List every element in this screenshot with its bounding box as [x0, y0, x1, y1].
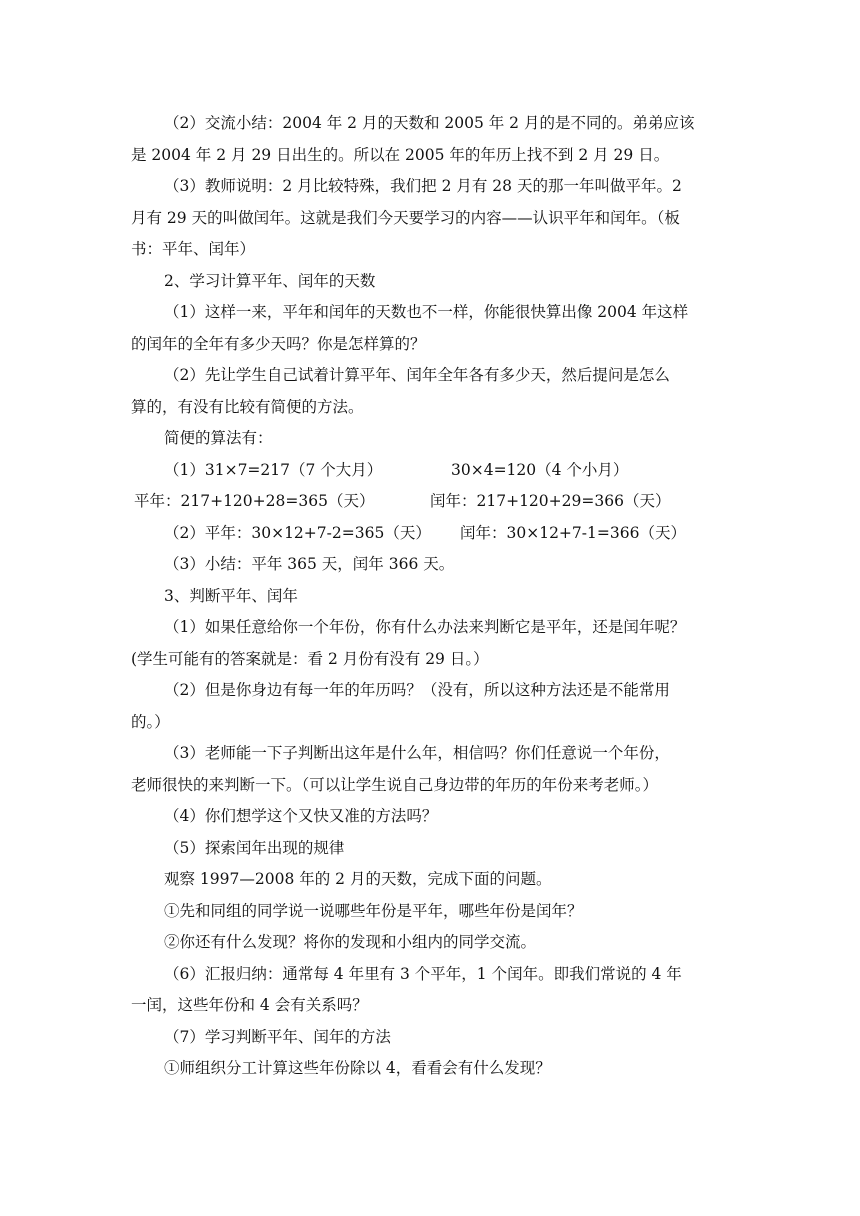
paragraph-line: （2）交流小结：2004 年 2 月的天数和 2005 年 2 月的是不同的。弟弟应该 — [164, 114, 695, 132]
paragraph-line: 老师很快的来判断一下。（可以让学生说自己身边带的年历的年份来考老师。） — [131, 775, 659, 794]
paragraph-line: 简便的算法有： — [164, 429, 273, 447]
paragraph-line: （6）汇报归纳：通常每 4 年里有 3 个平年，1 个闰年。即我们常说的 4 年 — [164, 964, 682, 983]
paragraph-line: 算的，有没有比较有简便的方法。 — [131, 397, 364, 416]
calc-right: 闰年：217+120+29=366（天） — [430, 492, 671, 510]
paragraph-line: 月有 29 天的叫做闰年。这就是我们今天要学习的内容——认识平年和闰年。（板 — [131, 208, 680, 227]
paragraph-line: （2）先让学生自己试着计算平年、闰年全年各有多少天，然后提问是怎么 — [164, 366, 670, 384]
paragraph-line: ①先和同组的同学说一说哪些年份是平年，哪些年份是闰年？ — [164, 901, 583, 920]
paragraph-line: （5）探索闰年出现的规律 — [164, 838, 345, 857]
section-heading: 2、学习计算平年、闰年的天数 — [164, 271, 376, 290]
paragraph-line: ①师组织分工计算这些年份除以 4，看看会有什么发现？ — [164, 1059, 551, 1077]
paragraph-line: （1）如果任意给你一个年份，你有什么办法来判断它是平年，还是闰年呢？ — [164, 618, 686, 636]
calc-row — [131, 518, 731, 550]
paragraph-line: （3）教师说明：2 月比较特殊，我们把 2 月有 28 天的那一年叫做平年。2 — [164, 177, 682, 195]
calc-left: （2）平年：30×12+7-2=365（天） — [164, 523, 431, 542]
calc-right: 闰年：30×12+7-1=366（天） — [460, 523, 686, 542]
paragraph-line: ②你还有什么发现？将你的发现和小组内的同学交流。 — [164, 933, 537, 951]
paragraph-line: （7）学习判断平年、闰年的方法 — [164, 1027, 391, 1046]
paragraph-line: 的闰年的全年有多少天吗？你是怎样算的？ — [131, 334, 426, 353]
paragraph-line: （4）你们想学这个又快又准的方法吗？ — [164, 807, 438, 825]
paragraph-line: 观察 1997—2008 年的 2 月的天数，完成下面的问题。 — [164, 870, 552, 888]
calc-left: （1）31×7=217（7 个大月） — [164, 460, 383, 479]
paragraph-line: 一闰，这些年份和 4 会有关系吗？ — [131, 996, 368, 1014]
calc-left: 平年：217+120+28=365（天） — [134, 492, 375, 510]
section-heading: 3、判断平年、闰年 — [164, 586, 298, 605]
calc-row — [131, 455, 731, 487]
calc-right: 30×4=120（4 个小月） — [451, 460, 629, 479]
paragraph-line: （2）但是你身边有每一年的年历吗？（没有，所以这种方法还是不能常用 — [164, 681, 670, 699]
paragraph-line: （3）小结：平年 365 天，闰年 366 天。 — [164, 555, 455, 573]
calc-row — [131, 486, 731, 518]
paragraph-line: 是 2004 年 2 月 29 日出生的。所以在 2005 年的年历上找不到 2 月 29 日。 — [131, 145, 670, 164]
paragraph-line: (学生可能有的答案就是：看 2 月份有没有 29 日。） — [131, 649, 489, 668]
paragraph-line: 的。） — [131, 712, 170, 731]
document-body — [131, 108, 731, 1085]
paragraph-line: （3）老师能一下子判断出这年是什么年，相信吗？你们任意说一个年份， — [164, 744, 670, 762]
paragraph-line: 书：平年、闰年） — [131, 240, 256, 258]
paragraph-line: （1）这样一来，平年和闰年的天数也不一样，你能很快算出像 2004 年这样 — [164, 303, 689, 321]
